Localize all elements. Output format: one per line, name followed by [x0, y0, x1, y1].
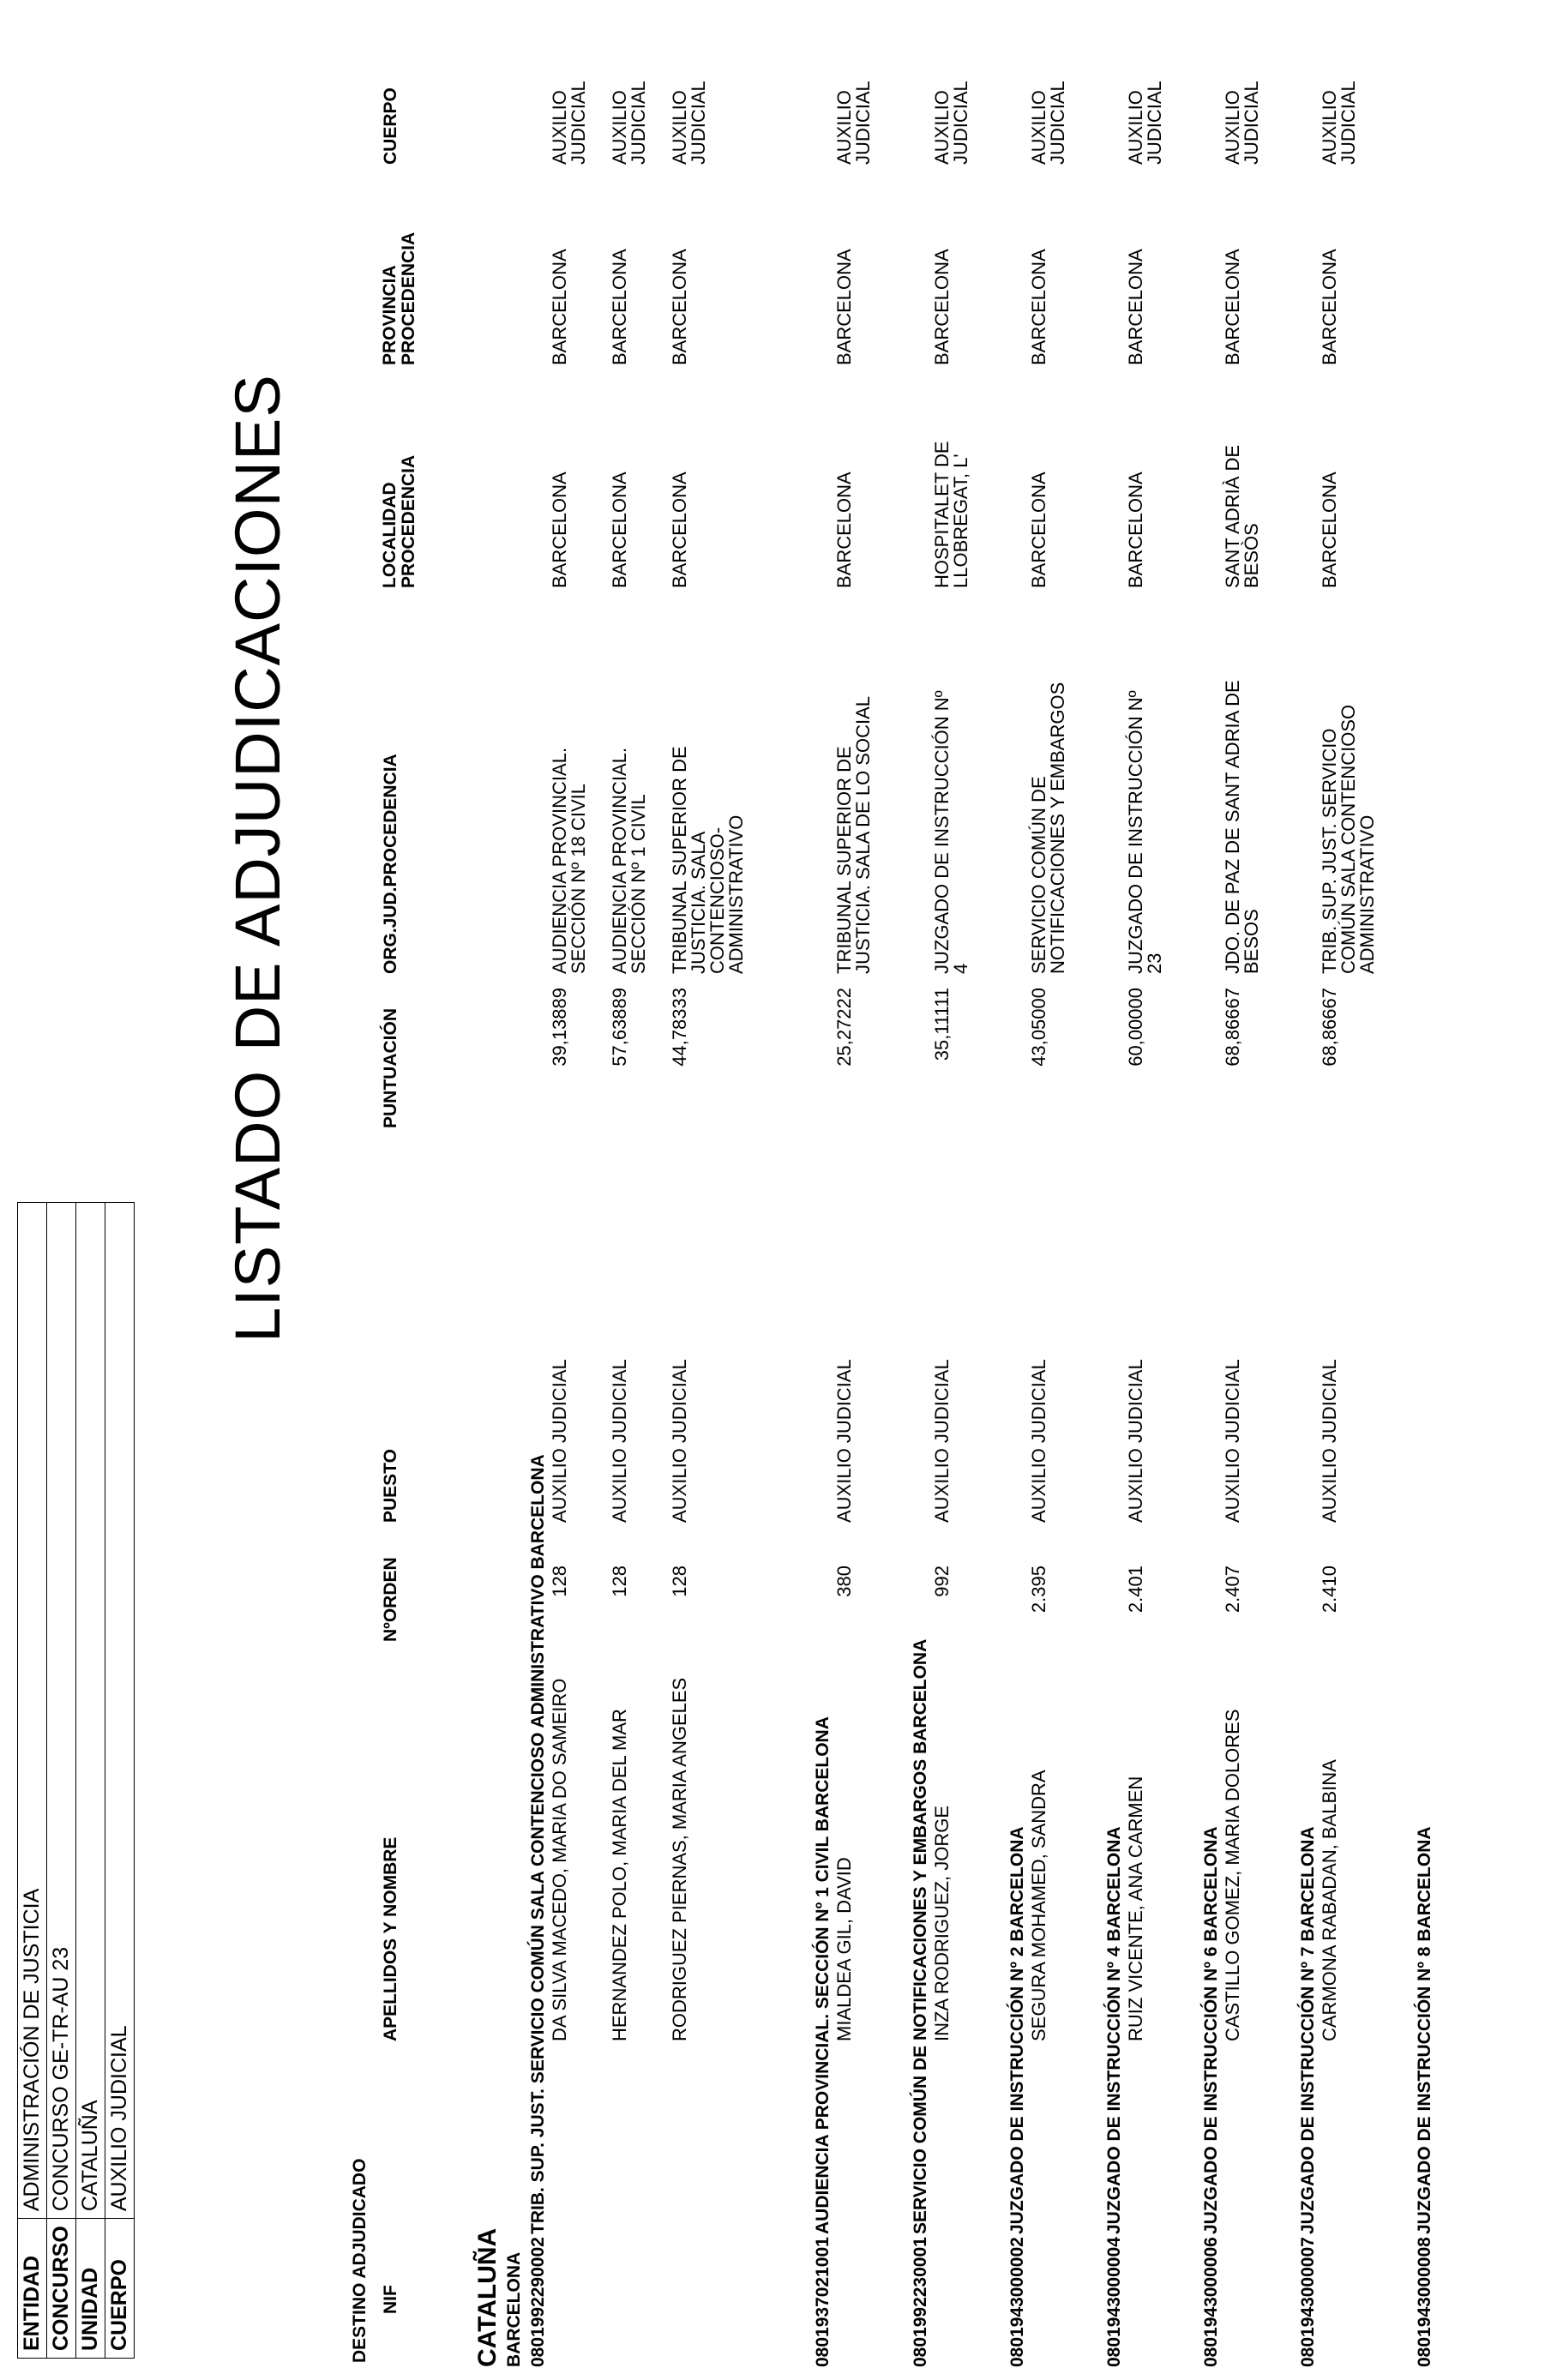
row-org-line: NOTIFICACIONES Y EMBARGOS — [1047, 682, 1068, 974]
row-cuerpo-line: JUDICIAL — [1338, 81, 1359, 165]
row-puesto: AUXILIO JUDICIAL — [609, 1359, 630, 1523]
row-nombre: CASTILLO GOMEZ, MARIA DOLORES — [1222, 1709, 1243, 2041]
row-puesto: AUXILIO JUDICIAL — [549, 1359, 570, 1523]
row-org-line: COMÚN SALA CONTENCIOSO — [1338, 704, 1359, 974]
row-orden: 380 — [833, 1566, 855, 1597]
group-destino: TRIB. SUP. JUST. SERVICIO COMÚN SALA CONTENCIOSO ADMINISTRATIVO BARCELONA — [528, 1454, 548, 2234]
row-cuerpo-line: AUXILIO — [609, 90, 630, 165]
col-header-puntuacion: PUNTUACIÓN — [381, 1008, 400, 1128]
row-puntuacion: 39,13889 — [549, 988, 570, 1067]
row-org-line: TRIBUNAL SUPERIOR DE — [833, 746, 855, 974]
row-puntuacion: 25,27222 — [833, 988, 855, 1067]
row-nombre: RODRIGUEZ PIERNAS, MARIA ANGELES — [669, 1677, 690, 2041]
region-heading: CATALUÑA — [473, 2227, 502, 2367]
row-org-line: SECCIÓN Nº 1 CIVIL — [628, 794, 649, 974]
row-cuerpo-line: JUDICIAL — [1144, 81, 1165, 165]
row-cuerpo-line: AUXILIO — [1028, 90, 1049, 165]
row-orden: 128 — [669, 1566, 690, 1597]
row-localidad-line: BESÒS — [1241, 523, 1262, 588]
header-row-unidad — [76, 1203, 105, 2359]
group-code: 0801943000002 — [1007, 2237, 1027, 2367]
header-label: CONCURSO — [47, 2219, 76, 2359]
row-cuerpo — [1223, 81, 1261, 165]
group-code: 0801943000007 — [1298, 2237, 1318, 2367]
row-cuerpo-line: JUDICIAL — [628, 81, 649, 165]
row-puntuacion: 43,05000 — [1028, 988, 1049, 1067]
header-info-table — [17, 1202, 135, 2359]
row-cuerpo — [670, 81, 708, 165]
group-destino: SERVICIO COMÚN DE NOTIFICACIONES Y EMBARGOS BARCELONA — [911, 1638, 930, 2234]
header-value: AUXILIO JUDICIAL — [105, 1203, 135, 2219]
row-cuerpo-line: AUXILIO — [1319, 90, 1340, 165]
row-cuerpo — [1030, 81, 1067, 165]
header-value: ADMINISTRACIÓN DE JUSTICIA — [18, 1203, 47, 2219]
row-cuerpo-line: AUXILIO — [1125, 90, 1146, 165]
row-org-line: JUZGADO DE INSTRUCCIÓN Nº — [1125, 690, 1146, 974]
row-orden: 128 — [609, 1566, 630, 1597]
row-orden: 128 — [549, 1566, 570, 1597]
row-localidad: BARCELONA — [1319, 472, 1340, 588]
row-localidad-line: HOSPITALET DE — [931, 441, 953, 588]
row-localidad — [1223, 445, 1261, 588]
col-header-puesto: PUESTO — [381, 1449, 400, 1523]
row-cuerpo-line: AUXILIO — [669, 90, 690, 165]
row-cuerpo-line: JUDICIAL — [852, 81, 874, 165]
header-label: ENTIDAD — [18, 2219, 47, 2359]
row-cuerpo-line: JUDICIAL — [1241, 81, 1262, 165]
row-localidad-line: SANT ADRIÀ DE — [1222, 444, 1243, 588]
group-code: 0801937021001 — [813, 2237, 833, 2367]
row-cuerpo-line: AUXILIO — [1222, 90, 1243, 165]
col-header-nif: NIF — [381, 2285, 400, 2314]
row-org-line: SERVICIO COMÚN DE — [1028, 776, 1049, 974]
col-header-apellidos: APELLIDOS Y NOMBRE — [381, 1836, 400, 2041]
row-localidad — [933, 441, 971, 588]
row-nombre: RUIZ VICENTE, ANA CARMEN — [1125, 1776, 1146, 2041]
row-cuerpo — [1127, 81, 1164, 165]
row-org-line: SECCIÓN Nº 18 CIVIL — [568, 784, 589, 974]
header-label: UNIDAD — [76, 2219, 105, 2359]
col-header-org: ORG.JUD.PROCEDENCIA — [381, 754, 400, 974]
row-localidad: BARCELONA — [669, 472, 690, 588]
col-header-cuerpo: CUERPO — [381, 87, 400, 165]
row-cuerpo-line: JUDICIAL — [688, 81, 709, 165]
row-nombre: SEGURA MOHAMED, SANDRA — [1028, 1770, 1049, 2041]
row-puesto: AUXILIO JUDICIAL — [833, 1359, 855, 1523]
row-cuerpo — [610, 81, 648, 165]
row-puesto: AUXILIO JUDICIAL — [669, 1359, 690, 1523]
row-provincia: BARCELONA — [1222, 249, 1243, 365]
row-puntuacion: 68,86667 — [1319, 988, 1340, 1067]
row-org-line: JUSTICIA. SALA DE LO SOCIAL — [852, 696, 874, 974]
row-org — [835, 696, 873, 974]
row-puesto: AUXILIO JUDICIAL — [931, 1359, 953, 1523]
row-org — [550, 748, 588, 974]
row-org — [1127, 690, 1164, 974]
row-org-line: 23 — [1144, 953, 1165, 974]
row-puntuacion: 44,78333 — [669, 988, 690, 1067]
row-provincia: BARCELONA — [549, 249, 570, 365]
col-header-destino: DESTINO ADJUDICADO — [350, 2158, 370, 2363]
group-code: 0801943000004 — [1104, 2237, 1124, 2367]
row-puntuacion: 57,63889 — [609, 988, 630, 1067]
row-nombre: DA SILVA MACEDO, MARIA DO SAMEIRO — [549, 1678, 570, 2041]
row-org-line: TRIBUNAL SUPERIOR DE — [669, 746, 690, 974]
group-destino: JUZGADO DE INSTRUCCIÓN Nº 8 BARCELONA — [1415, 1826, 1434, 2234]
group-code: 0801992290002 — [528, 2237, 548, 2367]
row-cuerpo-line: AUXILIO — [833, 90, 855, 165]
header-value: CATALUÑA — [76, 1203, 105, 2219]
row-org-line: ADMINISTRATIVO — [725, 814, 747, 974]
row-localidad: BARCELONA — [1125, 472, 1146, 588]
row-provincia: BARCELONA — [1125, 249, 1146, 365]
row-nombre: HERNANDEZ POLO, MARIA DEL MAR — [609, 1709, 630, 2041]
row-localidad-line: LLOBREGAT, L' — [950, 454, 971, 588]
row-org-line: TRIB. SUP. JUST. SERVICIO — [1319, 728, 1340, 974]
row-cuerpo — [933, 81, 971, 165]
row-cuerpo — [550, 81, 588, 165]
row-provincia: BARCELONA — [1319, 249, 1340, 365]
row-orden: 2.410 — [1319, 1566, 1340, 1614]
group-code: 0801992230001 — [911, 2237, 930, 2367]
header-row-concurso — [47, 1203, 76, 2359]
row-org — [1320, 705, 1377, 974]
row-org-line: ADMINISTRATIVO — [1356, 814, 1378, 974]
group-destino: JUZGADO DE INSTRUCCIÓN Nº 4 BARCELONA — [1104, 1826, 1124, 2234]
row-cuerpo-line: AUXILIO — [549, 90, 570, 165]
group-code: 0801943000006 — [1201, 2237, 1221, 2367]
col-header-localidad-line1: LOCALIDAD — [380, 482, 400, 588]
row-org-line: BESOS — [1241, 909, 1262, 974]
row-provincia: BARCELONA — [1028, 249, 1049, 365]
row-cuerpo-line: JUDICIAL — [1047, 81, 1068, 165]
row-org — [610, 748, 648, 974]
row-puesto: AUXILIO JUDICIAL — [1319, 1359, 1340, 1523]
header-label: CUERPO — [105, 2219, 135, 2359]
row-cuerpo — [835, 81, 873, 165]
row-provincia: BARCELONA — [669, 249, 690, 365]
row-cuerpo-line: AUXILIO — [931, 90, 953, 165]
row-orden: 2.395 — [1028, 1566, 1049, 1614]
row-puesto: AUXILIO JUDICIAL — [1222, 1359, 1243, 1523]
row-org — [1223, 680, 1261, 974]
col-header-provincia — [381, 232, 418, 365]
row-org — [1030, 682, 1067, 974]
group-code: 0801943000008 — [1415, 2237, 1434, 2367]
row-org-line: CONTENCIOSO- — [706, 826, 728, 974]
row-org-line: JUZGADO DE INSTRUCCIÓN Nº — [931, 690, 953, 974]
row-puntuacion: 68,86667 — [1222, 988, 1243, 1067]
row-cuerpo — [1320, 81, 1358, 165]
row-puntuacion: 35,11111 — [931, 988, 953, 1061]
col-header-localidad — [381, 455, 418, 588]
col-header-localidad-line2: PROCEDENCIA — [399, 454, 418, 588]
group-destino: JUZGADO DE INSTRUCCIÓN Nº 7 BARCELONA — [1298, 1826, 1318, 2234]
row-localidad: BARCELONA — [609, 472, 630, 588]
group-destino: JUZGADO DE INSTRUCCIÓN Nº 6 BARCELONA — [1201, 1826, 1221, 2234]
row-puesto: AUXILIO JUDICIAL — [1028, 1359, 1049, 1523]
row-provincia: BARCELONA — [609, 249, 630, 365]
row-orden: 992 — [931, 1566, 953, 1597]
row-localidad: BARCELONA — [833, 472, 855, 588]
row-nombre: CARMONA RABADAN, BALBINA — [1319, 1759, 1340, 2041]
row-localidad: BARCELONA — [549, 472, 570, 588]
header-value: CONCURSO GE-TR-AU 23 — [47, 1203, 76, 2219]
page-title: LISTADO DE ADJUDICACIONES — [222, 374, 293, 1343]
row-org — [670, 746, 746, 974]
header-row-cuerpo — [105, 1203, 135, 2359]
group-destino: JUZGADO DE INSTRUCCIÓN Nº 2 BARCELONA — [1007, 1826, 1027, 2234]
col-header-orden: NºORDEN — [381, 1557, 400, 1642]
row-org-line: AUDIENCIA PROVINCIAL. — [609, 747, 630, 974]
row-puntuacion: 60,00000 — [1125, 988, 1146, 1067]
row-org-line: JUSTICIA. SALA — [688, 831, 709, 974]
row-nombre: MIALDEA GIL, DAVID — [833, 1857, 855, 2041]
row-orden: 2.401 — [1125, 1566, 1146, 1614]
row-org — [933, 690, 971, 974]
header-row-entidad — [18, 1203, 47, 2359]
row-org-line: JDO. DE PAZ DE SANT ADRIA DE — [1222, 680, 1243, 974]
row-provincia: BARCELONA — [931, 249, 953, 365]
row-localidad: BARCELONA — [1028, 472, 1049, 588]
col-header-provincia-line1: PROVINCIA — [380, 265, 400, 365]
row-nombre: INZA RODRIGUEZ, JORGE — [931, 1805, 953, 2041]
col-header-provincia-line2: PROCEDENCIA — [399, 231, 418, 365]
row-cuerpo-line: JUDICIAL — [568, 81, 589, 165]
row-puesto: AUXILIO JUDICIAL — [1125, 1359, 1146, 1523]
row-org-line: 4 — [950, 963, 971, 974]
province-heading: BARCELONA — [504, 2251, 524, 2367]
row-org-line: AUDIENCIA PROVINCIAL. — [549, 747, 570, 974]
row-provincia: BARCELONA — [833, 249, 855, 365]
row-orden: 2.407 — [1222, 1566, 1243, 1614]
group-destino: AUDIENCIA PROVINCIAL. SECCIÓN Nº 1 CIVIL BARCELONA — [813, 1716, 833, 2234]
row-cuerpo-line: JUDICIAL — [950, 81, 971, 165]
